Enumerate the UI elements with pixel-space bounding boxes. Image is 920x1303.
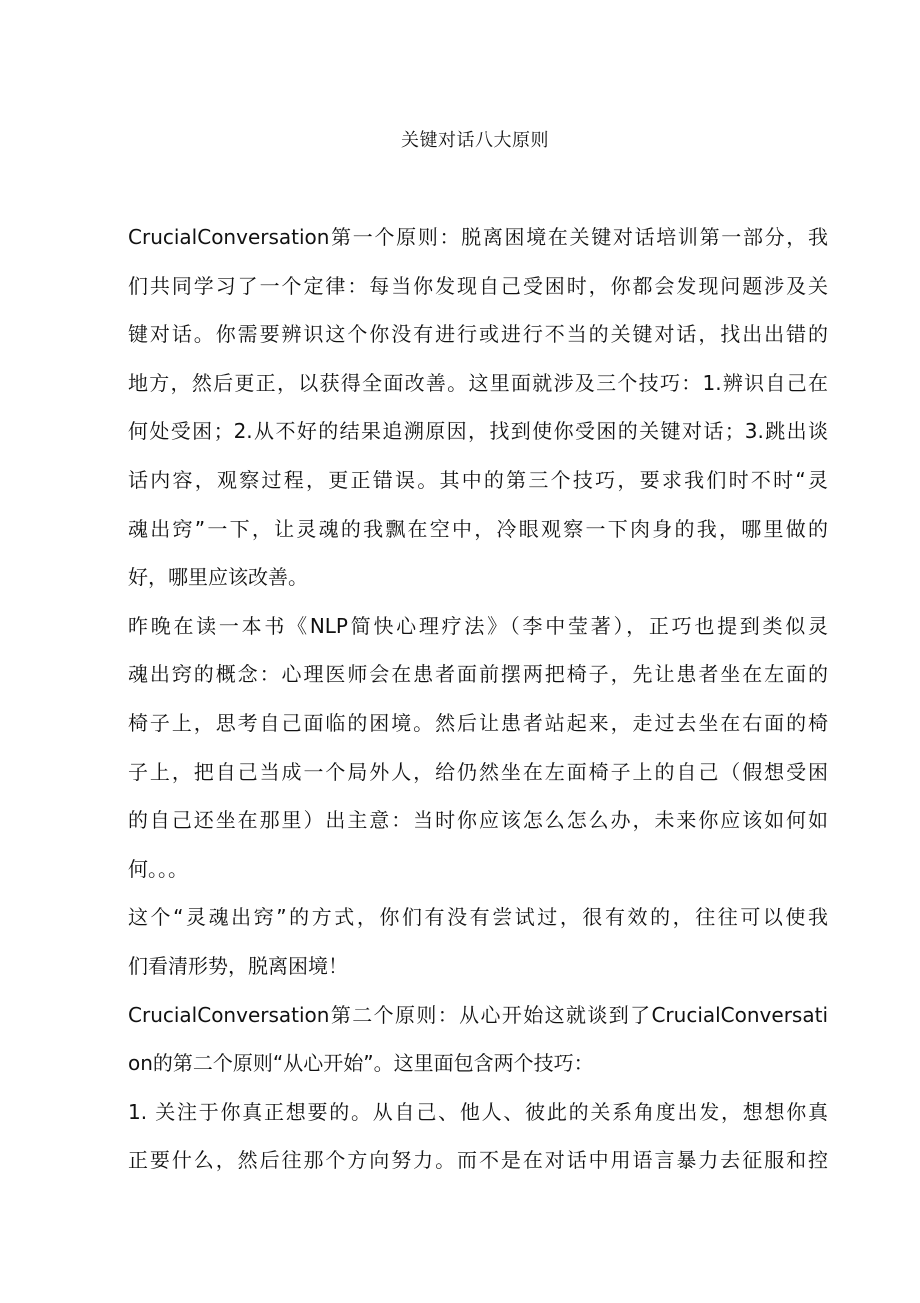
text-line: 地方，然后更正，以获得全面改善。这里面就涉及三个技巧：1.辨识自己在	[128, 370, 828, 395]
text-line: 1. 关注于你真正想要的。从自己、他人、彼此的关系角度出发，想想你真	[128, 1099, 828, 1124]
text-line: CrucialConversation第二个原则：从心开始这就谈到了CrucialConversati	[128, 1002, 828, 1027]
text-line: 键对话。你需要辨识这个你没有进行或进行不当的关键对话，找出出错的	[128, 322, 828, 347]
text-line: 魂出窍”一下，让灵魂的我飘在空中，冷眼观察一下肉身的我，哪里做的	[128, 516, 828, 541]
text-line: 魂出窍的概念：心理医师会在患者面前摆两把椅子，先让患者坐在左面的	[128, 662, 828, 687]
document-body	[128, 213, 828, 1185]
text-line: 们看清形势，脱离困境！	[128, 953, 348, 978]
text-line: 们共同学习了一个定律：每当你发现自己受困时，你都会发现问题涉及关	[128, 273, 828, 298]
text-line: 子上，把自己当成一个局外人，给仍然坐在左面椅子上的自己（假想受困	[128, 759, 828, 784]
text-line: 好，哪里应该改善。	[128, 565, 308, 590]
text-line: 这个“灵魂出窍”的方式，你们有没有尝试过，很有效的，往往可以使我	[128, 905, 828, 930]
text-line: 的自己还坐在那里）出主意：当时你应该怎么怎么办，未来你应该如何如	[128, 808, 828, 833]
document-title: 关键对话八大原则	[401, 130, 549, 151]
text-line: CrucialConversation第一个原则：脱离困境在关键对话培训第一部分，我	[128, 225, 828, 249]
text-line: 正要什么，然后往那个方向努力。而不是在对话中用语言暴力去征服和控	[128, 1148, 828, 1173]
text-line: 何处受困；2.从不好的结果追溯原因，找到使你受困的关键对话；3.跳出谈	[128, 419, 828, 444]
text-line: on的第二个原则“从心开始”。这里面包含两个技巧：	[128, 1051, 594, 1076]
text-line: 何。。。	[128, 856, 188, 881]
text-line: 椅子上，思考自己面临的困境。然后让患者站起来，走过去坐在右面的椅	[128, 710, 828, 735]
text-line: 昨晚在读一本书《NLP简快心理疗法》（李中莹著），正巧也提到类似灵	[128, 613, 828, 638]
text-line: 话内容，观察过程，更正错误。其中的第三个技巧，要求我们时不时“灵	[128, 467, 828, 492]
